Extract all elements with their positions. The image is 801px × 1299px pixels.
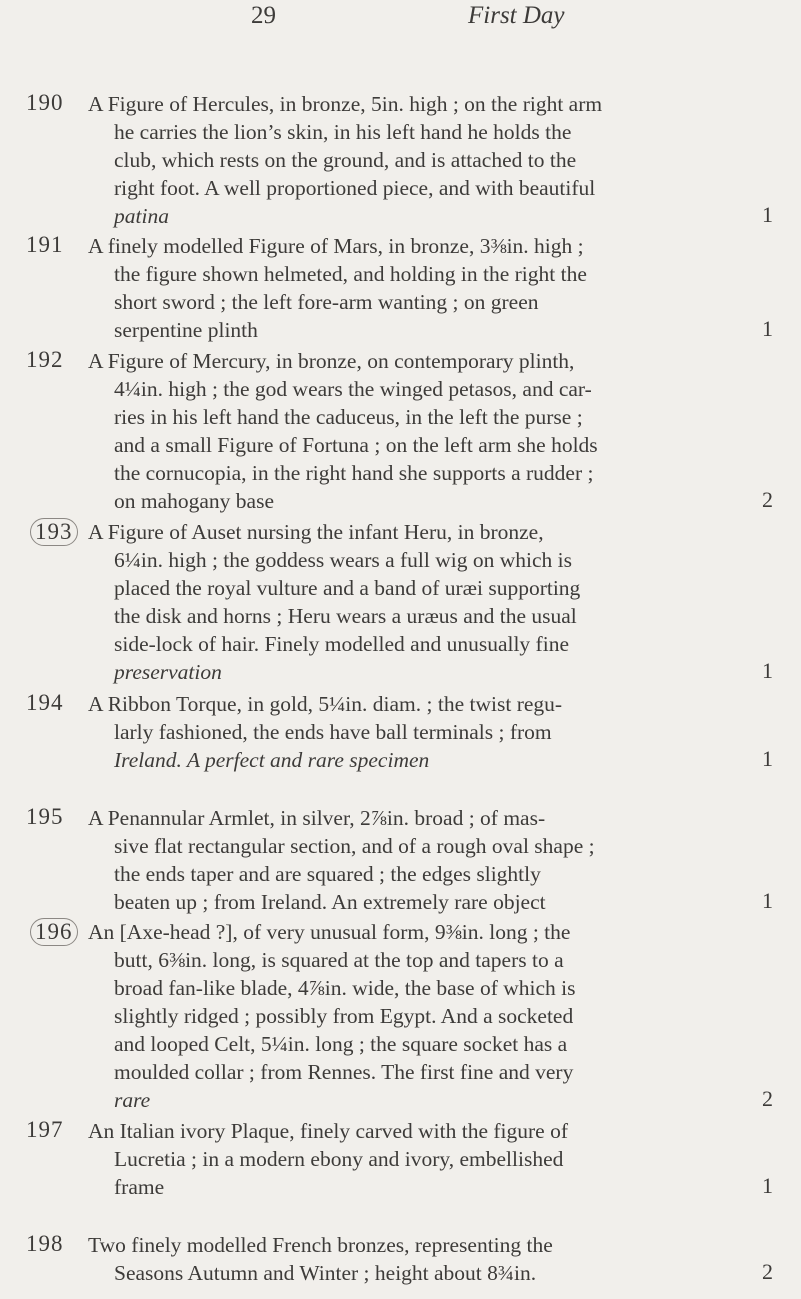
- lot-description: [88, 804, 778, 916]
- lot-description: [88, 347, 778, 515]
- page-number: 29: [251, 2, 276, 29]
- description-line: Ireland. A perfect and rare specimen: [114, 748, 430, 772]
- description-line: broad fan-like blade, 4⅞in. wide, the base of which is: [114, 976, 576, 1000]
- lot-quantity: 1: [762, 316, 773, 341]
- description-line: short sword ; the left fore-arm wanting ; on green: [114, 290, 539, 314]
- description-line: he carries the lion’s skin, in his left hand he holds the: [114, 120, 572, 144]
- description-line: rare: [114, 1088, 151, 1112]
- lot-quantity: 2: [762, 1086, 773, 1111]
- description-line: 6¼in. high ; the goddess wears a full wig on which is: [114, 548, 573, 572]
- description-line: Lucretia ; in a modern ebony and ivory, embellished: [114, 1147, 564, 1171]
- lot-quantity: 2: [762, 1259, 773, 1284]
- lot-number: 191: [26, 232, 64, 257]
- lot-number: 192: [26, 347, 64, 372]
- description-line: side-lock of hair. Finely modelled and unusually fine: [114, 632, 569, 656]
- description-line: A Figure of Hercules, in bronze, 5in. high ; on the right arm: [88, 92, 603, 116]
- description-line: An Italian ivory Plaque, finely carved with the figure of: [88, 1119, 569, 1143]
- lot-quantity: 1: [762, 888, 773, 913]
- description-line: A Figure of Mercury, in bronze, on contemporary plinth,: [88, 349, 575, 373]
- description-line: and a small Figure of Fortuna ; on the left arm she holds: [114, 433, 598, 457]
- lot-quantity: 1: [762, 658, 773, 683]
- lot-description: [88, 90, 778, 230]
- description-line: sive flat rectangular section, and of a rough oval shape ;: [114, 834, 595, 858]
- description-line: butt, 6⅜in. long, is squared at the top and tapers to a: [114, 948, 564, 972]
- description-line: beaten up ; from Ireland. An extremely rare object: [114, 890, 546, 914]
- lot-description: [88, 690, 778, 774]
- description-line: larly fashioned, the ends have ball terminals ; from: [114, 720, 552, 744]
- lot-number: 195: [26, 804, 64, 829]
- description-line: the figure shown helmeted, and holding in the right the: [114, 262, 587, 286]
- description-line: club, which rests on the ground, and is attached to the: [114, 148, 577, 172]
- page-header: [0, 2, 801, 42]
- lot-description: [88, 518, 778, 686]
- description-line: patina: [114, 204, 169, 228]
- description-line: 4¼in. high ; the god wears the winged petasos, and car-: [114, 377, 592, 401]
- description-line: the cornucopia, in the right hand she supports a rudder ;: [114, 461, 594, 485]
- description-line: Seasons Autumn and Winter ; height about 8¾in.: [114, 1261, 537, 1285]
- lot-quantity: 2: [762, 487, 773, 512]
- description-line: An [Axe-head ?], of very unusual form, 9⅜in. long ; the: [88, 920, 571, 944]
- description-line: placed the royal vulture and a band of uræi supporting: [114, 576, 581, 600]
- description-line: preservation: [114, 660, 222, 684]
- lot-quantity: 1: [762, 746, 773, 771]
- description-line: A finely modelled Figure of Mars, in bronze, 3⅜in. high ;: [88, 234, 584, 258]
- lot-quantity: 1: [762, 202, 773, 227]
- lot-quantity: 1: [762, 1173, 773, 1198]
- lot-description: [88, 1117, 778, 1201]
- description-line: on mahogany base: [114, 489, 275, 513]
- lot-description: [88, 918, 778, 1114]
- description-line: Two finely modelled French bronzes, representing the: [88, 1233, 553, 1257]
- description-line: serpentine plinth: [114, 318, 258, 342]
- lot-number: 196: [30, 918, 78, 946]
- lot-number: 190: [26, 90, 64, 115]
- description-line: A Ribbon Torque, in gold, 5¼in. diam. ; the twist regu-: [88, 692, 563, 716]
- description-line: the disk and horns ; Heru wears a uræus and the usual: [114, 604, 577, 628]
- description-line: slightly ridged ; possibly from Egypt. And a socketed: [114, 1004, 574, 1028]
- lot-description: [88, 1231, 778, 1287]
- lot-number: 193: [30, 518, 78, 546]
- running-head: First Day: [468, 2, 565, 29]
- lot-number: 194: [26, 690, 64, 715]
- description-line: the ends taper and are squared ; the edges slightly: [114, 862, 541, 886]
- description-line: and looped Celt, 5¼in. long ; the square socket has a: [114, 1032, 568, 1056]
- description-line: right foot. A well proportioned piece, and with beautiful: [114, 176, 596, 200]
- description-line: A Penannular Armlet, in silver, 2⅞in. broad ; of mas-: [88, 806, 546, 830]
- lot-description: [88, 232, 778, 344]
- lot-number: 197: [26, 1117, 64, 1142]
- description-line: moulded collar ; from Rennes. The first fine and very: [114, 1060, 574, 1084]
- lot-number: 198: [26, 1231, 64, 1256]
- description-line: ries in his left hand the caduceus, in the left the purse ;: [114, 405, 583, 429]
- description-line: frame: [114, 1175, 165, 1199]
- description-line: A Figure of Auset nursing the infant Heru, in bronze,: [88, 520, 544, 544]
